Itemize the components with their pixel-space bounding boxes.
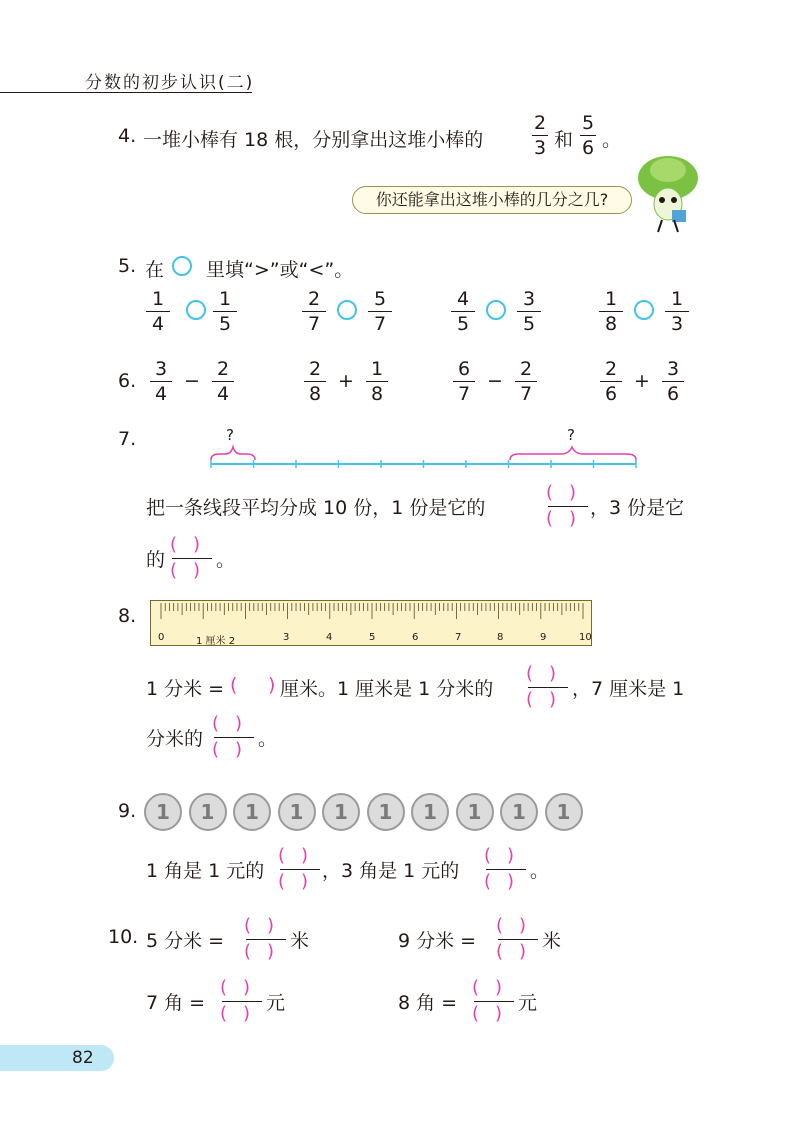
page-number-tab [0,1045,114,1071]
ruler-label-1-2: 1 厘米 2 [196,636,236,647]
one-yuan-coin-icon: 1 [367,793,405,831]
q7-blank-2[interactable]: () () [170,534,217,581]
q6-4b: 3 6 [662,358,684,405]
compare-circle-1[interactable] [186,300,206,320]
q5-number: 5. [118,255,137,277]
q5-a2: 2 7 [302,288,326,335]
compare-circle-4[interactable] [634,300,654,320]
q7-line2-end: 。 [216,549,236,571]
q4-period: 。 [602,129,622,151]
q8-line2-end: 。 [258,728,278,750]
q10-2-blank[interactable]: () () [496,915,543,962]
q10-number: 10. [108,926,139,948]
ruler-label-10: 10 [579,632,592,643]
q6-number: 6. [118,370,137,392]
one-yuan-coin-icon: 1 [189,793,227,831]
q8-blank-1[interactable]: () () [526,663,573,710]
q7-line2-start: 的 [146,549,166,571]
one-yuan-coin-icon: 1 [500,793,538,831]
q8-paren-open[interactable]: ( [230,674,238,696]
q7-line1-start: 把一条线段平均分成 10 份，1 份是它的 [146,497,486,519]
q9-blank-1[interactable]: () () [278,845,325,892]
q9-text-start: 1 角是 1 元的 [146,860,265,882]
q7-blank-1[interactable]: () () [546,482,593,529]
one-yuan-coin-icon: 1 [411,793,449,831]
q7-number: 7. [118,428,137,450]
one-yuan-coin-icon: 1 [456,793,494,831]
q10-1-blank[interactable]: () () [244,915,291,962]
q6-2a: 2 8 [304,358,326,405]
q4-number: 4. [118,125,137,147]
q8-paren-close: ) [268,674,276,696]
q8-line2-start: 分米的 [146,728,204,750]
compare-circle-3[interactable] [486,300,506,320]
q8-line1-start: 1 分米 = [146,678,225,700]
q10-2-unit: 米 [542,930,562,952]
q9-number: 9. [118,800,137,822]
q6-3a: 6 7 [453,358,475,405]
q6-2-op: + [338,370,354,392]
q10-1-left: 5 分米 = [146,930,225,952]
q9-text-mid: ，3 角是 1 元的 [322,860,460,882]
one-yuan-coin-icon: 1 [144,793,182,831]
q10-4-unit: 元 [518,992,538,1014]
ruler-label-8: 8 [497,632,504,643]
q10-2-left: 9 分米 = [398,930,477,952]
page-number: 82 [72,1048,94,1068]
q4-and: 和 [554,129,574,151]
q5-b4: 1 3 [665,288,689,335]
q9-blank-2[interactable]: () () [484,845,531,892]
q8-line1-mid: 厘米。1 厘米是 1 分米的 [280,678,494,700]
ruler-label-4: 4 [326,632,333,643]
q9-text-end: 。 [530,860,550,882]
one-yuan-coin-icon: 1 [278,793,316,831]
segment-diagram [205,442,645,472]
q10-4-left: 8 角 = [398,992,458,1014]
q5-b1: 1 5 [213,288,237,335]
one-yuan-coin-icon: 1 [545,793,583,831]
one-yuan-coin-icon: 1 [322,793,360,831]
compare-circle-sample [172,256,192,276]
q6-2b: 1 8 [366,358,388,405]
q5-a4: 1 8 [599,288,623,335]
q6-4-op: + [634,370,650,392]
q10-3-left: 7 角 = [146,992,206,1014]
q6-3-op: − [487,370,503,392]
ruler [150,600,592,646]
header-rule [0,92,252,93]
q10-4-blank[interactable]: () () [472,977,519,1024]
ruler-label-5: 5 [369,632,376,643]
q5-b2: 5 7 [368,288,392,335]
ruler-label-9: 9 [540,632,547,643]
q4-fraction-2: 5 6 [581,112,595,159]
ruler-label-7: 7 [455,632,462,643]
q10-3-blank[interactable]: () () [220,977,267,1024]
q6-4a: 2 6 [600,358,622,405]
q5-suffix: 里填“>”或“<”。 [206,259,354,281]
q5-a1: 1 4 [146,288,170,335]
chapter-title: 分数的初步认识(二) [85,73,255,93]
q7-line1-end: ，3 份是它 [590,497,685,519]
cabbage-mascot-icon [632,152,704,234]
speech-bubble: 你还能拿出这堆小棒的几分之几? [352,186,632,214]
q4-fraction-1: 2 3 [533,112,547,159]
q6-1a: 3 4 [150,358,172,405]
one-yuan-coin-icon: 1 [233,793,271,831]
q10-3-unit: 元 [266,992,286,1014]
q6-3b: 2 7 [515,358,537,405]
ruler-label-3: 3 [283,632,290,643]
q5-a3: 4 5 [451,288,475,335]
q8-number: 8. [118,605,137,627]
q8-line1-end: ，7 厘米是 1 [572,678,685,700]
q6-1b: 2 4 [212,358,234,405]
ruler-label-0: 0 [158,632,165,643]
q5-b3: 3 5 [517,288,541,335]
q7-question-mark-1: ? [226,426,234,444]
q4-text: 一堆小棒有 18 根，分别拿出这堆小棒的 [143,129,484,151]
q6-1-op: − [184,370,200,392]
q5-prefix: 在 [145,259,165,281]
q10-1-unit: 米 [290,930,310,952]
compare-circle-2[interactable] [337,300,357,320]
ruler-label-6: 6 [412,632,419,643]
q7-question-mark-2: ? [567,426,575,444]
q8-blank-2[interactable]: () () [212,713,259,760]
